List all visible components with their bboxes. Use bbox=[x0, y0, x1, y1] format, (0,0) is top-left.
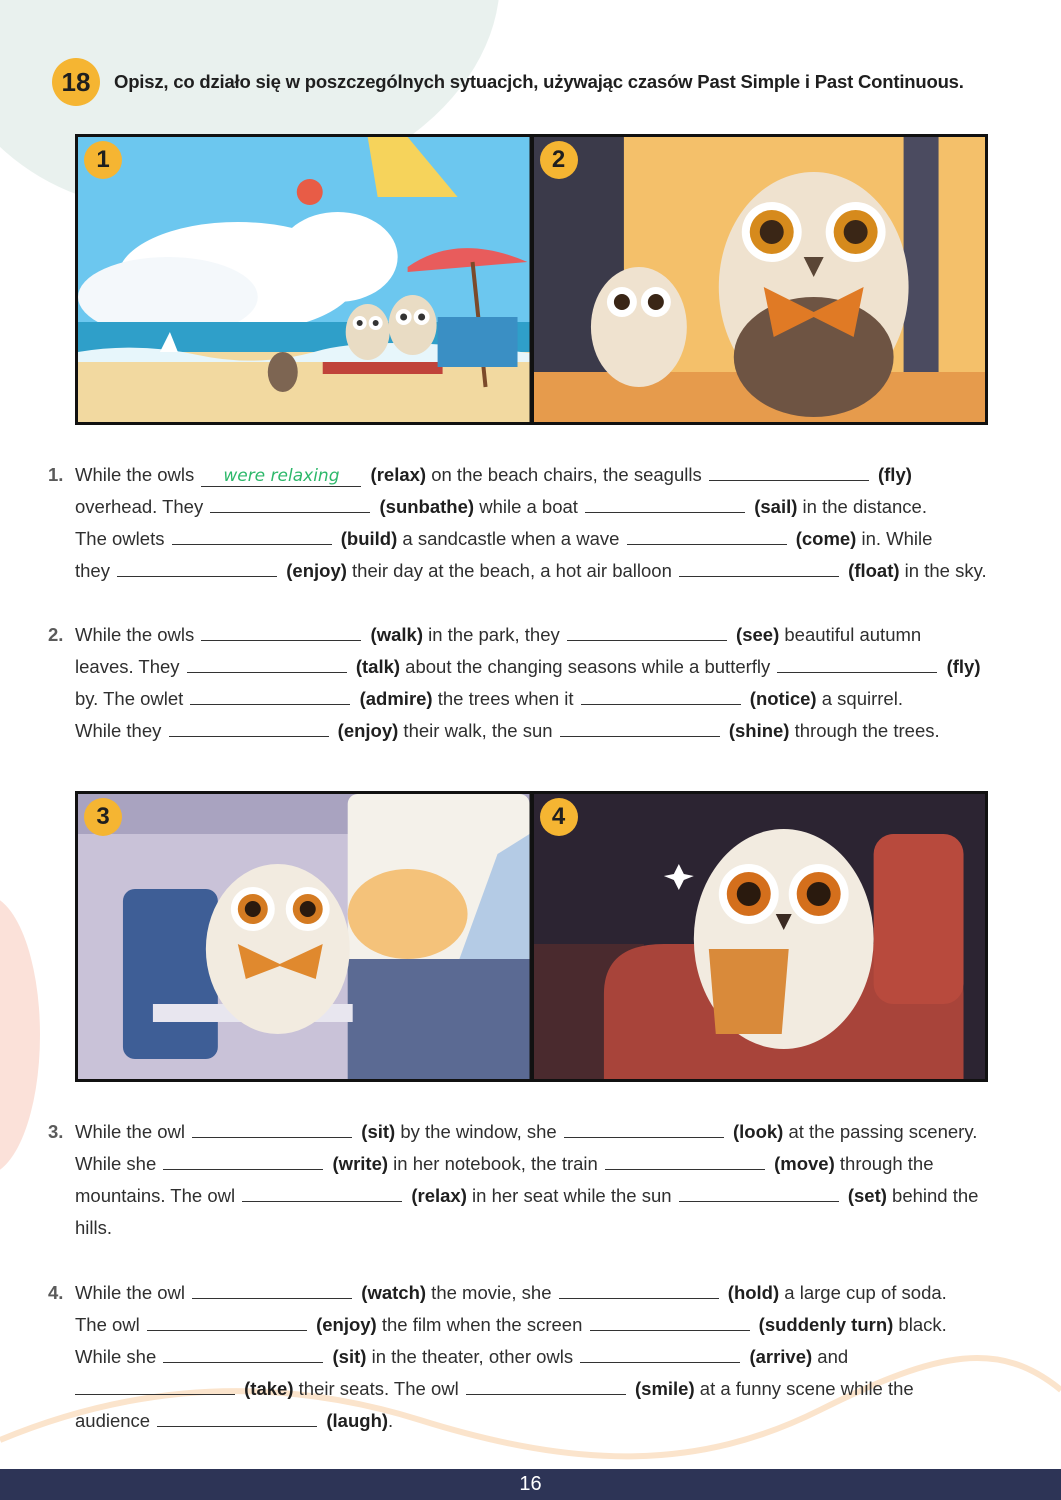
exercise-line: While the owls (walk) in the park, they (see) beautiful autumn bbox=[75, 624, 922, 645]
exercise-number: 1. bbox=[48, 464, 64, 485]
exercise-line: While she (sit) in the theater, other owls (arrive) and bbox=[75, 1346, 849, 1367]
exercise-4 bbox=[48, 1277, 998, 1437]
cinema-illustration bbox=[534, 794, 986, 1079]
train-illustration bbox=[78, 794, 530, 1079]
panel-cinema bbox=[534, 794, 986, 1079]
background-blob-left bbox=[0, 895, 40, 1175]
answer-blank[interactable] bbox=[187, 655, 347, 673]
exercise-1 bbox=[48, 459, 998, 587]
answer-blank[interactable] bbox=[679, 559, 839, 577]
answer-blank[interactable] bbox=[679, 1184, 839, 1202]
answer-blank[interactable] bbox=[560, 719, 720, 737]
page-footer bbox=[0, 1469, 1061, 1500]
panel-autumn-park bbox=[534, 137, 986, 422]
exercise-number: 3. bbox=[48, 1121, 64, 1142]
panel-train bbox=[78, 794, 530, 1079]
image-row-1 bbox=[75, 134, 988, 425]
exercise-number: 2. bbox=[48, 624, 64, 645]
answer-blank[interactable] bbox=[192, 1281, 352, 1299]
answer-blank[interactable] bbox=[163, 1152, 323, 1170]
autumn-park-illustration bbox=[534, 137, 986, 422]
answer-blank[interactable] bbox=[709, 463, 869, 481]
page-number: 16 bbox=[519, 1473, 542, 1495]
image-row-2 bbox=[75, 791, 988, 1082]
exercise-line: audience (laugh). bbox=[75, 1410, 394, 1431]
task-number-badge: 18 bbox=[52, 58, 100, 106]
exercise-number: 4. bbox=[48, 1282, 64, 1303]
beach-illustration bbox=[78, 137, 530, 422]
answer-blank[interactable] bbox=[169, 719, 329, 737]
answer-blank[interactable] bbox=[117, 559, 277, 577]
panel-number-badge: 2 bbox=[540, 141, 578, 179]
answer-blank[interactable] bbox=[201, 623, 361, 641]
task-header bbox=[52, 58, 964, 106]
answer-blank[interactable] bbox=[627, 527, 787, 545]
answer-blank[interactable] bbox=[157, 1409, 317, 1427]
task-instruction: Opisz, co działo się w poszczególnych sytuacjch, używając czasów Past Simple i Past Continuous. bbox=[114, 71, 964, 92]
exercise-line: hills. bbox=[75, 1217, 113, 1238]
answer-blank[interactable] bbox=[190, 687, 350, 705]
answer-blank[interactable] bbox=[590, 1313, 750, 1331]
exercise-line: by. The owlet (admire) the trees when it (notice) a squirrel. bbox=[75, 688, 903, 709]
exercise-line: The owlets (build) a sandcastle when a wave (come) in. While bbox=[75, 528, 933, 549]
exercise-line: While she (write) in her notebook, the train (move) through the bbox=[75, 1153, 934, 1174]
exercise-3 bbox=[48, 1116, 998, 1244]
exercise-line: mountains. The owl (relax) in her seat while the sun (set) behind the bbox=[75, 1185, 979, 1206]
answer-blank[interactable] bbox=[585, 495, 745, 513]
exercise-line: The owl (enjoy) the film when the screen (suddenly turn) black. bbox=[75, 1314, 947, 1335]
answer-blank[interactable] bbox=[581, 687, 741, 705]
answer-blank[interactable] bbox=[564, 1120, 724, 1138]
exercise-line: (take) their seats. The owl (smile) at a funny scene while the bbox=[48, 1373, 998, 1405]
answer-blank[interactable] bbox=[567, 623, 727, 641]
exercise-line: leaves. They (talk) about the changing seasons while a butterfly (fly) bbox=[75, 656, 981, 677]
answer-blank[interactable] bbox=[777, 655, 937, 673]
panel-beach bbox=[78, 137, 530, 422]
answer-blank[interactable] bbox=[163, 1345, 323, 1363]
answer-blank[interactable] bbox=[559, 1281, 719, 1299]
exercise-line: overhead. They (sunbathe) while a boat (sail) in the distance. bbox=[75, 496, 927, 517]
answer-blank[interactable] bbox=[466, 1377, 626, 1395]
exercise-line: they (enjoy) their day at the beach, a hot air balloon (float) in the sky. bbox=[75, 560, 987, 581]
answer-field[interactable]: were relaxing bbox=[201, 466, 361, 487]
exercise-line: While the owl (watch) the movie, she (hold) a large cup of soda. bbox=[75, 1282, 947, 1303]
answer-blank[interactable] bbox=[192, 1120, 352, 1138]
panel-number-badge: 3 bbox=[84, 798, 122, 836]
exercise-2 bbox=[48, 619, 998, 747]
answer-blank[interactable] bbox=[242, 1184, 402, 1202]
answer-blank[interactable] bbox=[580, 1345, 740, 1363]
exercise-line: While the owl (sit) by the window, she (look) at the passing scenery. bbox=[75, 1121, 978, 1142]
exercise-line: While they (enjoy) their walk, the sun (shine) through the trees. bbox=[75, 720, 940, 741]
answer-blank[interactable] bbox=[172, 527, 332, 545]
exercise-line: While the owls were relaxing (relax) on the beach chairs, the seagulls (fly) bbox=[75, 464, 912, 486]
answer-blank[interactable] bbox=[605, 1152, 765, 1170]
panel-number-badge: 1 bbox=[84, 141, 122, 179]
answer-blank[interactable] bbox=[147, 1313, 307, 1331]
answer-blank[interactable] bbox=[210, 495, 370, 513]
answer-blank[interactable] bbox=[75, 1377, 235, 1395]
panel-number-badge: 4 bbox=[540, 798, 578, 836]
